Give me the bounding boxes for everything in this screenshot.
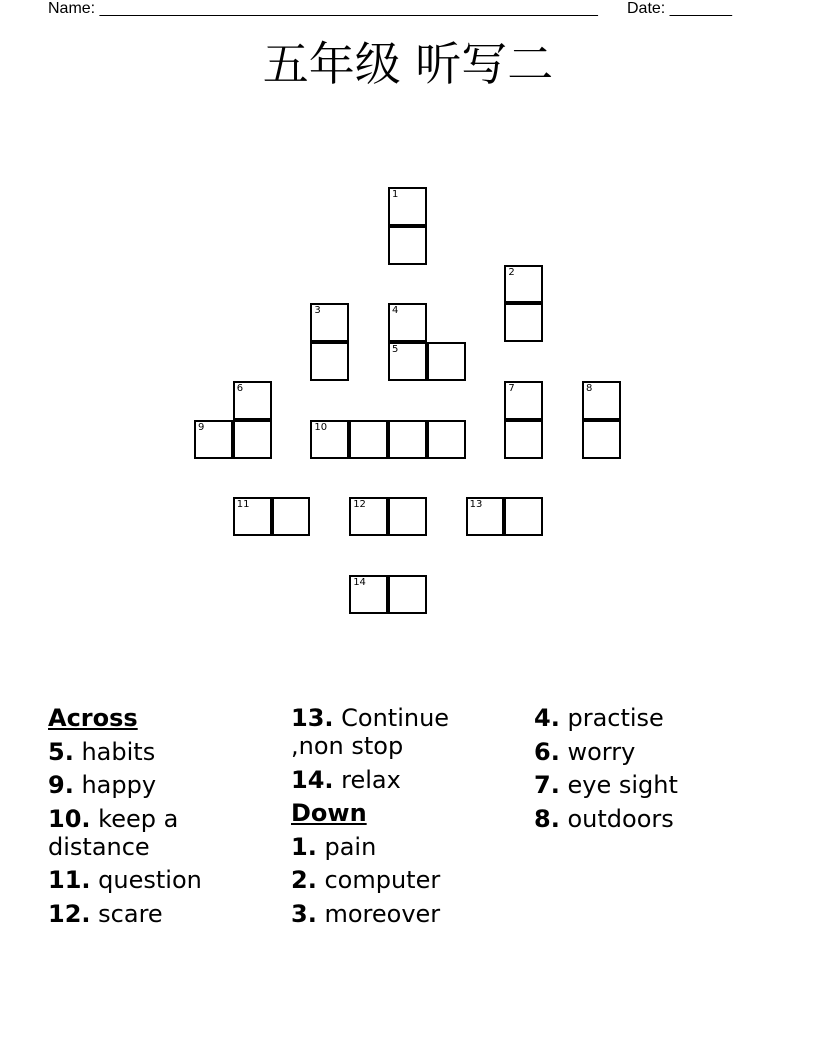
crossword-cell[interactable] (388, 226, 427, 265)
crossword-cell[interactable] (466, 497, 505, 536)
clue-down-4: 4. practise (534, 704, 664, 732)
crossword-cell[interactable] (233, 497, 272, 536)
clue-across-14: 14. relax (291, 765, 401, 794)
crossword-cell[interactable] (388, 342, 427, 381)
crossword-cell[interactable] (349, 420, 388, 459)
crossword-cell[interactable] (310, 342, 349, 381)
crossword-cell[interactable] (427, 420, 466, 459)
crossword-cell[interactable] (310, 303, 349, 342)
crossword-cell[interactable] (349, 497, 388, 536)
clue-across-10: 10. keep a distance (48, 804, 179, 861)
crossword-cell[interactable] (194, 420, 233, 459)
name-field[interactable] (48, 0, 598, 18)
clue-down-8: 8. outdoors (534, 804, 674, 833)
crossword-cell[interactable] (388, 420, 427, 459)
crossword-cell[interactable] (272, 497, 311, 536)
clue-column-2 (291, 704, 491, 933)
clue-down-6: 6. worry (534, 737, 636, 766)
crossword-cell[interactable] (582, 381, 621, 420)
page-title: 五年级 听写二 (262, 37, 554, 91)
clue-number: 10 (314, 421, 328, 433)
clue-number: 3 (314, 305, 321, 317)
date-field[interactable] (627, 0, 732, 18)
clue-across-12: 12. scare (48, 899, 163, 928)
crossword-cell[interactable] (504, 497, 543, 536)
clue-across-5: 5. habits (48, 737, 156, 766)
crossword-cell[interactable] (388, 497, 427, 536)
crossword-cell[interactable] (504, 381, 543, 420)
clue-number: 8 (586, 383, 593, 394)
date-line: _______ (669, 0, 732, 17)
crossword-cell[interactable] (504, 265, 543, 304)
clue-number: 2 (508, 266, 515, 278)
crossword-cell[interactable] (582, 420, 621, 459)
crossword-cell[interactable] (233, 381, 272, 420)
clue-number: 9 (198, 421, 205, 433)
clue-column-1 (48, 704, 278, 933)
clue-number: 5 (392, 344, 399, 356)
clue-across-9: 9. happy (48, 771, 157, 799)
crossword-cell[interactable] (310, 420, 349, 459)
crossword-cell[interactable] (349, 575, 388, 614)
name-line: ________________________________________________________ (99, 0, 598, 17)
clue-number: 11 (236, 499, 250, 511)
clue-number: 7 (508, 383, 515, 394)
clue-column-3 (534, 704, 774, 838)
name-label: Name: (48, 0, 96, 17)
clue-down-3: 3. moreover (291, 899, 441, 928)
across-heading: Across (48, 704, 138, 732)
clue-across-11: 11. question (48, 866, 202, 894)
clue-across-13: 13. Continue ,non stop (291, 704, 450, 760)
crossword-cell[interactable] (504, 420, 543, 459)
clue-down-1: 1. pain (291, 832, 377, 861)
crossword-cell[interactable] (427, 342, 466, 381)
crossword-cell[interactable] (388, 303, 427, 342)
clue-number: 1 (392, 189, 399, 200)
clue-number: 14 (353, 577, 366, 588)
date-label: Date: (627, 0, 666, 17)
clue-number: 4 (392, 305, 399, 317)
crossword-cell[interactable] (233, 420, 272, 459)
clue-down-7: 7. eye sight (534, 771, 678, 799)
crossword-cell[interactable] (388, 575, 427, 614)
down-heading: Down (291, 799, 367, 827)
clue-number: 12 (353, 499, 366, 511)
crossword-cell[interactable] (504, 303, 543, 342)
clue-number: 13 (469, 499, 483, 511)
crossword-cell[interactable] (388, 187, 427, 226)
clue-down-2: 2. computer (291, 866, 441, 894)
clue-number: 6 (236, 383, 244, 394)
